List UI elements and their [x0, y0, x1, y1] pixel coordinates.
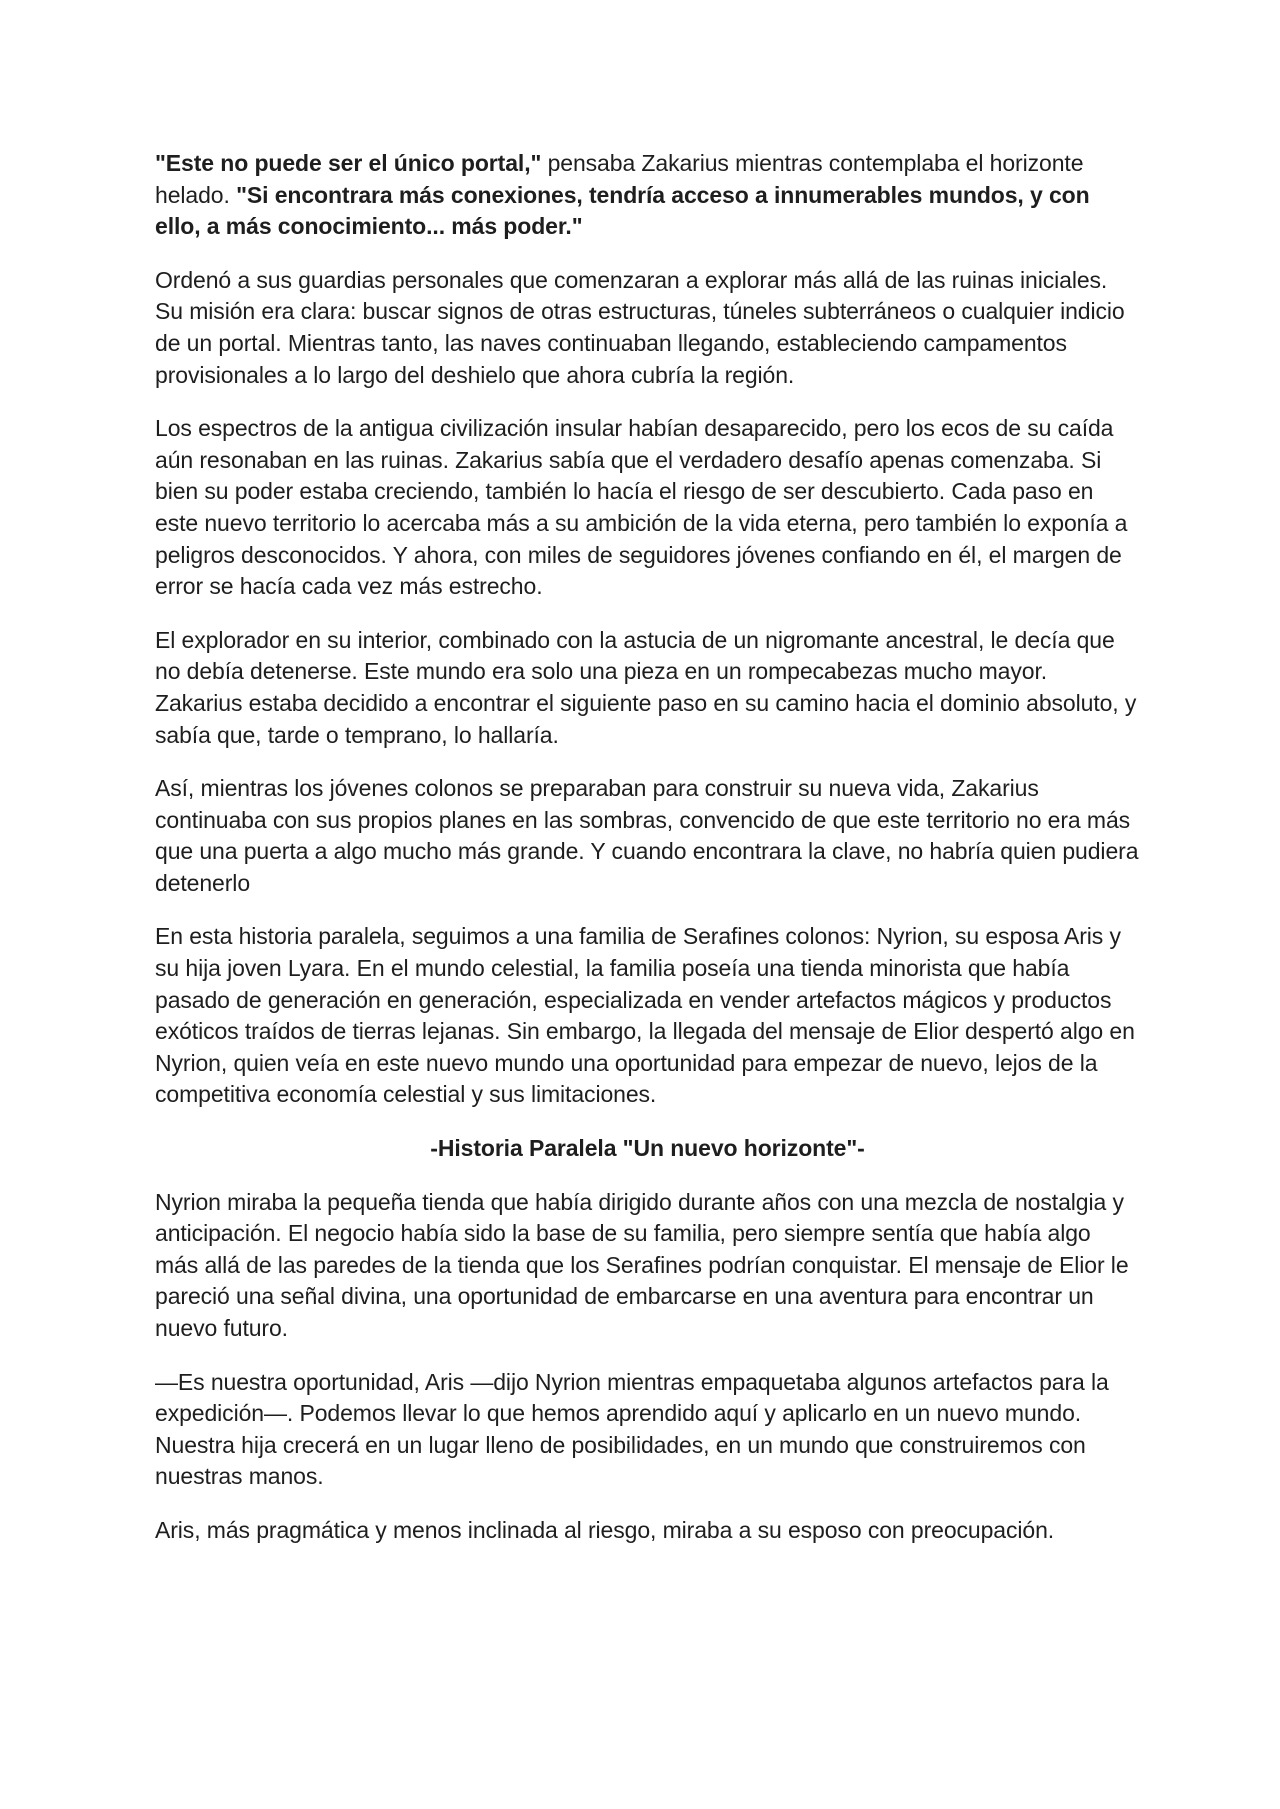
- bold-quote-1: "Este no puede ser el único portal,": [155, 150, 542, 176]
- document-page: [155, 148, 1140, 1569]
- paragraph-8: —Es nuestra oportunidad, Aris —dijo Nyrion mientras empaquetaba algunos artefactos para la expedición—. Podemos llevar lo que hemos aprendido aquí y aplicarlo en un nuevo mundo. Nuestra hija crecerá en un lugar lleno de posibilidades, en un mundo que construiremos con nuestras manos.: [155, 1368, 1109, 1490]
- section-heading: -Historia Paralela "Un nuevo horizonte"-: [430, 1135, 865, 1162]
- paragraph-3: Los espectros de la antigua civilización insular habían desaparecido, pero los ecos de su caída aún resonaban en las ruinas. Zakarius sabía que el verdadero desafío apenas comenzaba. Si bien su poder estaba creciendo, también lo hacía el riesgo de ser descubierto. Cada paso en este nuevo territorio lo acercaba más a su ambición de la vida eterna, pero también lo exponía a peligros desconocidos. Y ahora, con miles de seguidores jóvenes confiando en él, el margen de error se hacía cada vez más estrecho.: [155, 415, 1128, 600]
- paragraph-4: El explorador en su interior, combinado con la astucia de un nigromante ancestral, le decía que no debía detenerse. Este mundo era solo una pieza en un rompecabezas mucho mayor. Zakarius estaba decidido a encontrar el siguiente paso en su camino hacia el dominio absoluto, y sabía que, tarde o temprano, lo hallaría.: [155, 626, 1137, 748]
- paragraph-2: Ordenó a sus guardias personales que comenzaran a explorar más allá de las ruinas iniciales. Su misión era clara: buscar signos de otras estructuras, túneles subterráneos o cualquier indicio de un portal. Mientras tanto, las naves continuaban llegando, estableciendo campamentos provisionales a lo largo del deshielo que ahora cubría la región.: [155, 266, 1125, 388]
- paragraph-5: Así, mientras los jóvenes colonos se preparaban para construir su nueva vida, Zakarius continuaba con sus propios planes en las sombras, convencido de que este territorio no era más que una puerta a algo mucho más grande. Y cuando encontrara la clave, no habría quien pudiera detenerlo: [155, 775, 1139, 896]
- paragraph-7: Nyrion miraba la pequeña tienda que había dirigido durante años con una mezcla de nostalgia y anticipación. El negocio había sido la base de su familia, pero siempre sentía que había algo más allá de las paredes de la tienda que los Serafines podrían conquistar. El mensaje de Elior le pareció una señal divina, una oportunidad de embarcarse en una aventura para encontrar un nuevo futuro.: [155, 1188, 1129, 1341]
- paragraph-1: [155, 148, 1140, 243]
- paragraph-1-text: pensaba Zakarius mientras contemplaba el horizonte helado.: [155, 150, 1084, 208]
- paragraph-9: Aris, más pragmática y menos inclinada al riesgo, miraba a su esposo con preocupación.: [155, 1516, 1055, 1543]
- paragraph-6: En esta historia paralela, seguimos a una familia de Serafines colonos: Nyrion, su esposa Aris y su hija joven Lyara. En el mundo celestial, la familia poseía una tienda minorista que había pasado de generación en generación, especializada en vender artefactos mágicos y productos exóticos traídos de tierras lejanas. Sin embargo, la llegada del mensaje de Elior despertó algo en Nyrion, quien veía en este nuevo mundo una oportunidad para empezar de nuevo, lejos de la competitiva economía celestial y sus limitaciones.: [155, 923, 1135, 1108]
- bold-quote-2: "Si encontrara más conexiones, tendría acceso a innumerables mundos, y con ello, a más conocimiento... más poder.": [155, 181, 1090, 240]
